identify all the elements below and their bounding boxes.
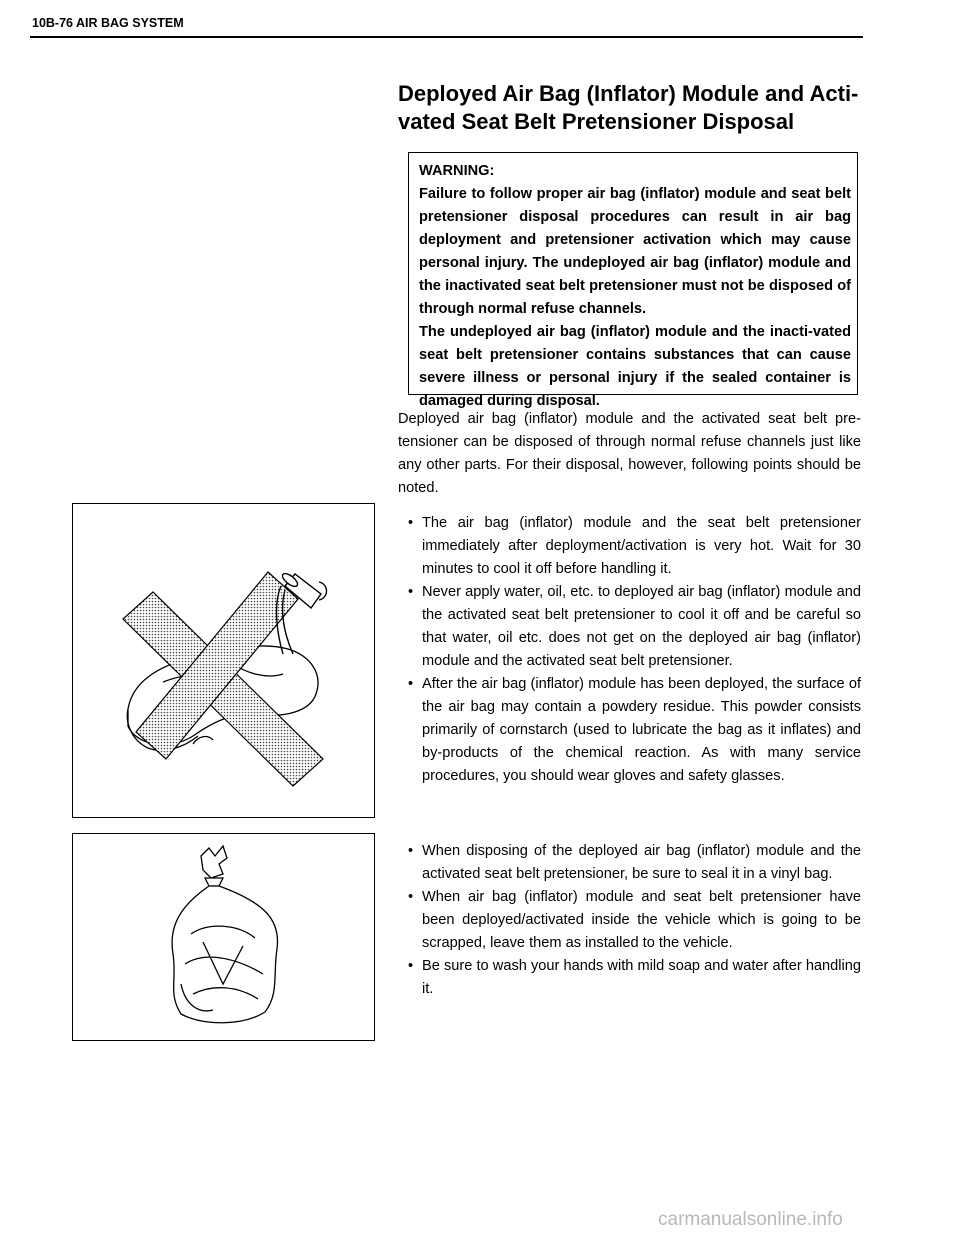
list-item [408,512,861,581]
list-item [408,673,861,788]
list-item [408,840,861,886]
header-label: 10B-76 AIR BAG SYSTEM [32,16,184,30]
watermark-text: carmanualsonline.info [658,1209,843,1230]
bullet-list-disposal [408,840,861,1001]
warning-heading: WARNING: [419,163,495,179]
bullet-glyph: • [408,515,414,531]
figure-vinyl-bag [72,833,375,1041]
figure-no-water-cooling [72,503,375,818]
warning-paragraph-1: Failure to follow proper air bag (inflator) module and seat belt pretensioner disposal procedures can result in air bag deployment and pretensioner activation which may cause personal injury. The undeployed air bag (inflator) module and the inactivated seat belt pretensioner must not be disposed of through normal refuse channels. [419,186,851,317]
bullet-glyph: • [408,889,414,905]
bullet-glyph: • [408,676,414,692]
bullet-text: Be sure to wash your hands with mild soap and water after handling it. [422,958,861,997]
bullet-glyph: • [408,958,414,974]
list-item [408,955,861,1001]
list-item [408,581,861,673]
page-header [30,16,863,38]
vinyl-bag-icon [172,846,277,1023]
bullet-glyph: • [408,843,414,859]
sealed-vinyl-bag-illustration [73,834,374,1040]
section-title: Deployed Air Bag (Inflator) Module and Acti-vated Seat Belt Pretensioner Disposal [398,81,859,134]
warning-paragraph-2: The undeployed air bag (inflator) module and the inacti-vated seat belt pretensioner contains substances that can cause severe illness or personal injury if the sealed container is damaged during disposal. [419,324,851,409]
intro-paragraph: Deployed air bag (inflator) module and the activated seat belt pre-tensioner can be disposed of through normal refuse channels just like any other parts. For their disposal, however, following points should be noted. [398,411,861,496]
bullet-text: After the air bag (inflator) module has been deployed, the surface of the air bag may contain a powdery residue. This powder consists primarily of cornstarch (used to lubricate the bag as it inflates) and by-products of the chemical reaction. As with many service procedures, you should wear gloves and safety glasses. [422,676,861,784]
warning-box [408,152,858,409]
bullet-list-handling [408,512,861,788]
bullet-text: When air bag (inflator) module and seat belt pretensioner have been deployed/activated inside the vehicle which is going to be scrapped, leave them as installed to the vehicle. [422,889,861,951]
bullet-text: The air bag (inflator) module and the seat belt pretensioner immediately after deployment/activation is very hot. Wait for 30 minutes to cool it off before handling it. [422,515,861,577]
bullet-glyph: • [408,584,414,600]
list-item [408,886,861,955]
bullet-text: When disposing of the deployed air bag (inflator) module and the activated seat belt pretensioner, be sure to seal it in a vinyl bag. [422,843,861,882]
bullet-text: Never apply water, oil, etc. to deployed air bag (inflator) module and the activated seat belt pretensioner to cool it off and be careful so that water, oil etc. does not get on the deployed air bag (inflator) module and the activated seat belt pretensioner. [422,584,861,669]
crossed-out-water-pour-illustration [73,504,374,817]
